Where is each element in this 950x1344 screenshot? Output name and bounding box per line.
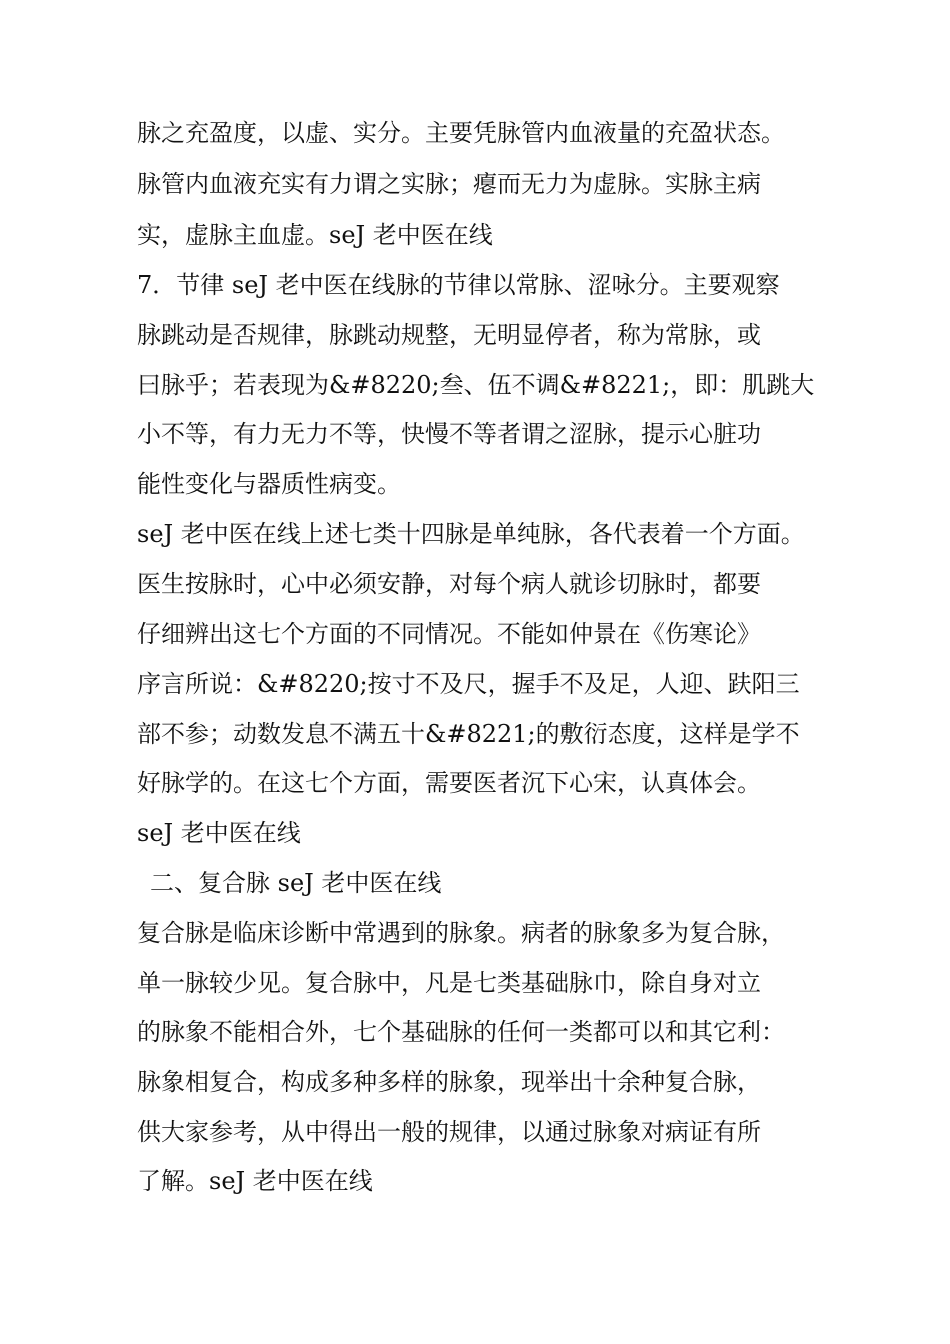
text-line: 仔细辨出这七个方面的不同情况。不能如仲景在《伤寒论》 bbox=[137, 620, 761, 648]
text-line: 能性变化与器质性病变。 bbox=[137, 470, 401, 498]
text-line: 脉之充盈度，以虚、实分。主要凭脉管内血液量的充盈状态。 bbox=[137, 119, 785, 147]
text-line: 序言所说：&#8220;按寸不及尺，握手不及足，人迎、趺阳三 bbox=[137, 670, 800, 698]
text-line: 脉象相复合，构成多种多样的脉象，现举出十余种复合脉， bbox=[137, 1068, 761, 1096]
text-line: 了解。seJ 老中医在线 bbox=[137, 1167, 373, 1195]
text-line: seJ 老中医在线 bbox=[137, 819, 301, 847]
text-line: 复合脉是临床诊断中常遇到的脉象。病者的脉象多为复合脉， bbox=[137, 919, 785, 947]
text-line: 单一脉较少见。复合脉中，凡是七类基础脉巾，除自身对立 bbox=[137, 969, 761, 997]
section-heading: 二、复合脉 seJ 老中医在线 bbox=[150, 869, 442, 897]
text-line: 小不等，有力无力不等，快慢不等者谓之涩脉，提示心脏功 bbox=[137, 420, 761, 448]
text-line: 曰脉乎；若表现为&#8220;叁、伍不调&#8221;，即：肌跳大 bbox=[137, 371, 815, 399]
text-line: 实，虚脉主血虚。seJ 老中医在线 bbox=[137, 221, 493, 249]
text-line: 供大家参考，从中得出一般的规律，以通过脉象对病证有所 bbox=[137, 1118, 761, 1146]
text-line: 医生按脉时，心中必须安静，对每个病人就诊切脉时，都要 bbox=[137, 570, 761, 598]
text-line: 的脉象不能相合外，七个基础脉的任何一类都可以和其它利： bbox=[137, 1018, 785, 1046]
text-line: 好脉学的。在这七个方面，需要医者沉下心宋，认真体会。 bbox=[137, 769, 761, 797]
text-line: 部不参；动数发息不满五十&#8221;的敷衍态度，这样是学不 bbox=[137, 720, 800, 748]
text-line: 7．节律 seJ 老中医在线脉的节律以常脉、涩咏分。主要观察 bbox=[137, 271, 780, 299]
text-line: 脉管内血液充实有力谓之实脉；瘪而无力为虚脉。实脉主病 bbox=[137, 170, 761, 198]
text-line: seJ 老中医在线上述七类十四脉是单纯脉，各代表着一个方面。 bbox=[137, 520, 805, 548]
text-line: 脉跳动是否规律，脉跳动规整，无明显停者，称为常脉，或 bbox=[137, 321, 761, 349]
